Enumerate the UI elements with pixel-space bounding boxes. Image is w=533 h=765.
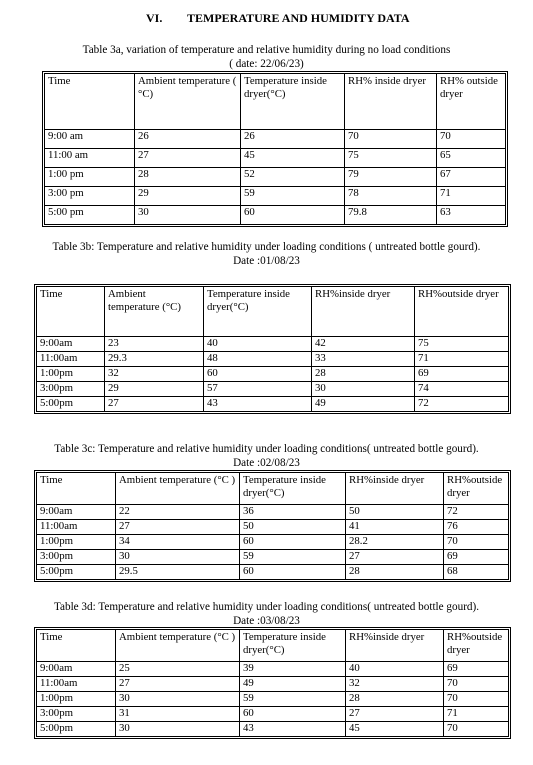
table-3d	[36, 629, 509, 737]
header-cell: RH% outside dryer	[437, 74, 506, 130]
cell: 59	[240, 692, 346, 707]
cell: 28.2	[346, 535, 444, 550]
cell: 3:00pm	[37, 550, 116, 565]
cell: 71	[437, 187, 506, 206]
cell: 29	[105, 382, 204, 397]
header-cell: RH%outside dryer	[415, 287, 509, 337]
cell: 45	[346, 722, 444, 737]
table-3c-caption-date: Date :02/08/23	[233, 457, 300, 469]
cell: 70	[444, 535, 509, 550]
header-cell: Ambient temperature (°C)	[105, 287, 204, 337]
cell: 27	[346, 550, 444, 565]
header-cell: Time	[37, 473, 116, 505]
cell: 52	[241, 168, 345, 187]
cell: 41	[346, 520, 444, 535]
cell: 9:00 am	[45, 130, 135, 149]
cell: 57	[204, 382, 312, 397]
cell: 75	[345, 149, 437, 168]
cell: 69	[415, 367, 509, 382]
table-3b	[36, 286, 509, 412]
table-row	[37, 397, 509, 412]
table-row	[45, 130, 506, 149]
cell: 45	[241, 149, 345, 168]
cell: 50	[346, 505, 444, 520]
table-row	[37, 677, 509, 692]
cell: 11:00am	[37, 352, 105, 367]
table-header-row	[45, 74, 506, 130]
cell: 26	[135, 130, 241, 149]
cell: 11:00am	[37, 677, 116, 692]
table-header-row	[37, 287, 509, 337]
cell: 75	[415, 337, 509, 352]
cell: 30	[116, 722, 240, 737]
cell: 40	[204, 337, 312, 352]
cell: 42	[312, 337, 415, 352]
table-3d-caption	[0, 600, 533, 628]
cell: 71	[444, 707, 509, 722]
cell: 32	[346, 677, 444, 692]
cell: 65	[437, 149, 506, 168]
cell: 1:00pm	[37, 692, 116, 707]
cell: 60	[241, 206, 345, 225]
cell: 9:00am	[37, 505, 116, 520]
table-row	[37, 662, 509, 677]
cell: 33	[312, 352, 415, 367]
cell: 69	[444, 662, 509, 677]
cell: 60	[240, 565, 346, 580]
table-3a	[44, 73, 506, 225]
cell: 48	[204, 352, 312, 367]
cell: 69	[444, 550, 509, 565]
cell: 29.3	[105, 352, 204, 367]
cell: 78	[345, 187, 437, 206]
table-3b-caption-date: Date :01/08/23	[233, 255, 300, 267]
cell: 1:00pm	[37, 535, 116, 550]
cell: 59	[240, 550, 346, 565]
cell: 68	[444, 565, 509, 580]
header-cell: Ambient temperature ( °C)	[135, 74, 241, 130]
table-row	[37, 352, 509, 367]
table-row	[37, 722, 509, 737]
cell: 9:00am	[37, 662, 116, 677]
cell: 34	[116, 535, 240, 550]
table-row	[37, 382, 509, 397]
cell: 49	[312, 397, 415, 412]
cell: 27	[346, 707, 444, 722]
cell: 60	[240, 707, 346, 722]
table-3b-caption-title: Table 3b: Temperature and relative humidity under loading conditions ( untreated bottle gourd).	[52, 241, 481, 253]
header-cell: RH%inside dryer	[346, 630, 444, 662]
cell: 5:00pm	[37, 565, 116, 580]
cell: 22	[116, 505, 240, 520]
cell: 27	[135, 149, 241, 168]
cell: 25	[116, 662, 240, 677]
cell: 28	[346, 692, 444, 707]
cell: 79	[345, 168, 437, 187]
table-row	[37, 550, 509, 565]
header-cell: Time	[45, 74, 135, 130]
table-row	[37, 337, 509, 352]
cell: 49	[240, 677, 346, 692]
cell: 50	[240, 520, 346, 535]
section-title: TEMPERATURE AND HUMIDITY DATA	[187, 11, 410, 25]
cell: 5:00pm	[37, 397, 105, 412]
table-row	[37, 367, 509, 382]
cell: 63	[437, 206, 506, 225]
cell: 29	[135, 187, 241, 206]
cell: 72	[444, 505, 509, 520]
cell: 71	[415, 352, 509, 367]
cell: 74	[415, 382, 509, 397]
cell: 11:00am	[37, 520, 116, 535]
cell: 72	[415, 397, 509, 412]
cell: 27	[116, 520, 240, 535]
cell: 31	[116, 707, 240, 722]
cell: 30	[116, 692, 240, 707]
cell: 29.5	[116, 565, 240, 580]
header-cell: Ambient temperature (°C )	[116, 630, 240, 662]
header-cell: Time	[37, 287, 105, 337]
header-cell: Time	[37, 630, 116, 662]
table-row	[37, 692, 509, 707]
cell: 70	[345, 130, 437, 149]
cell: 30	[135, 206, 241, 225]
cell: 32	[105, 367, 204, 382]
header-cell: Temperature inside dryer(°C)	[241, 74, 345, 130]
cell: 76	[444, 520, 509, 535]
header-cell: Temperature inside dryer(°C)	[204, 287, 312, 337]
cell: 30	[312, 382, 415, 397]
cell: 70	[444, 722, 509, 737]
header-cell: Temperature inside dryer(°C)	[240, 630, 346, 662]
section-number: VI.	[146, 11, 163, 25]
table-3c	[36, 472, 509, 580]
header-cell: Ambient temperature (°C )	[116, 473, 240, 505]
header-cell: RH%inside dryer	[346, 473, 444, 505]
table-3a-caption-date: ( date: 22/06/23)	[229, 58, 304, 70]
cell: 23	[105, 337, 204, 352]
cell: 5:00 pm	[45, 206, 135, 225]
table-3b-caption	[0, 240, 533, 268]
header-cell: RH%outside dryer	[444, 630, 509, 662]
table-3d-caption-title: Table 3d: Temperature and relative humidity under loading conditions( untreated bottle gourd).	[53, 601, 480, 613]
table-header-row	[37, 630, 509, 662]
header-cell: RH%outside dryer	[444, 473, 509, 505]
table-row	[37, 505, 509, 520]
cell: 27	[116, 677, 240, 692]
header-cell: RH%inside dryer	[312, 287, 415, 337]
cell: 39	[240, 662, 346, 677]
cell: 30	[116, 550, 240, 565]
cell: 27	[105, 397, 204, 412]
cell: 28	[346, 565, 444, 580]
table-3c-caption-title: Table 3c: Temperature and relative humidity under loading conditions( untreated bottle gourd).	[54, 443, 479, 455]
cell: 3:00pm	[37, 707, 116, 722]
header-cell: Temperature inside dryer(°C)	[240, 473, 346, 505]
cell: 3:00pm	[37, 382, 105, 397]
table-row	[37, 565, 509, 580]
cell: 40	[346, 662, 444, 677]
cell: 43	[204, 397, 312, 412]
cell: 26	[241, 130, 345, 149]
cell: 5:00pm	[37, 722, 116, 737]
cell: 1:00pm	[37, 367, 105, 382]
cell: 28	[312, 367, 415, 382]
cell: 70	[444, 692, 509, 707]
cell: 28	[135, 168, 241, 187]
table-row	[37, 707, 509, 722]
table-3a-caption-title: Table 3a, variation of temperature and relative humidity during no load conditions	[82, 44, 451, 56]
cell: 60	[204, 367, 312, 382]
cell: 67	[437, 168, 506, 187]
cell: 11:00 am	[45, 149, 135, 168]
header-cell: RH% inside dryer	[345, 74, 437, 130]
cell: 43	[240, 722, 346, 737]
cell: 79.8	[345, 206, 437, 225]
cell: 3:00 pm	[45, 187, 135, 206]
table-row	[45, 149, 506, 168]
table-row	[45, 187, 506, 206]
cell: 70	[444, 677, 509, 692]
cell: 1:00 pm	[45, 168, 135, 187]
table-3a-caption	[0, 43, 533, 71]
cell: 36	[240, 505, 346, 520]
table-row	[45, 168, 506, 187]
cell: 9:00am	[37, 337, 105, 352]
cell: 59	[241, 187, 345, 206]
cell: 70	[437, 130, 506, 149]
table-row	[45, 206, 506, 225]
table-row	[37, 535, 509, 550]
table-header-row	[37, 473, 509, 505]
table-row	[37, 520, 509, 535]
table-3d-caption-date: Date :03/08/23	[233, 615, 300, 627]
table-3c-caption	[0, 442, 533, 470]
cell: 60	[240, 535, 346, 550]
